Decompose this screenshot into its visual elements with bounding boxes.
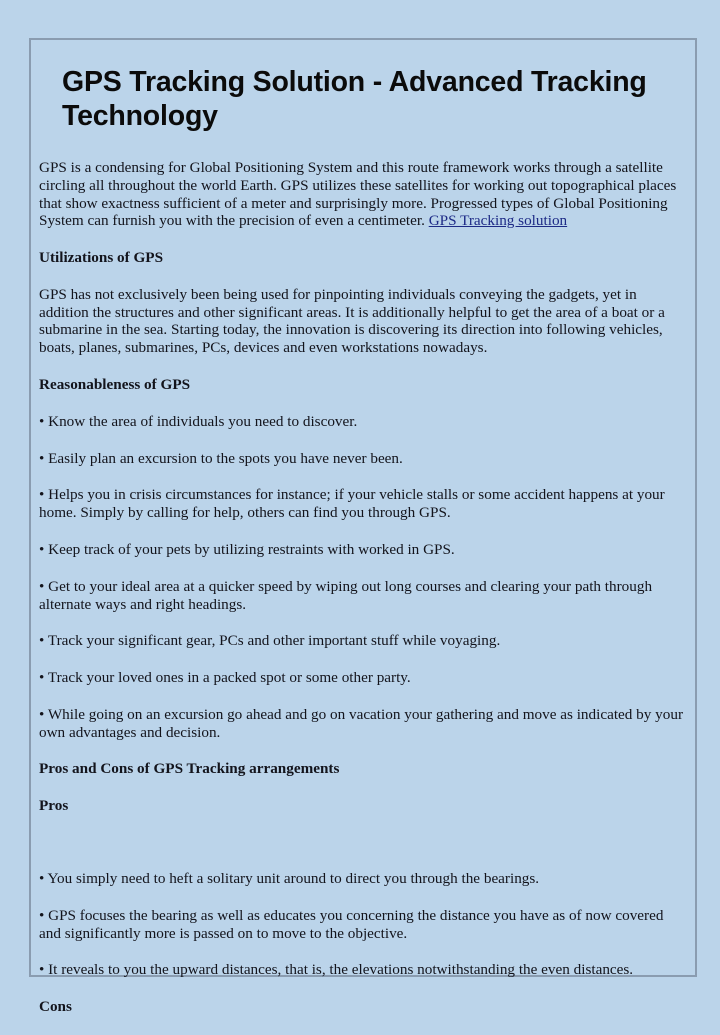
document-page-surface (31, 40, 695, 1016)
section-heading: Reasonableness of GPS (39, 376, 191, 394)
section-heading: Pros and Cons of GPS Tracking arrangements (39, 760, 340, 778)
bullet-item: • Track your loved ones in a packed spot or some other party. (39, 669, 411, 687)
document-content (36, 44, 690, 1035)
body-paragraph: GPS has not exclusively been being used for pinpointing individuals conveying the gadgets, yet in addition the structures and other significant areas. It is additionally helpful to get the area of a boat or a submarine in the sea. Starting today, the innovation is discovering its direction into following vehicles, boats, planes, submarines, PCs, devices and even workstations nowadays. (39, 285, 665, 357)
bullet-item: • While going on an excursion go ahead and go on vacation your gathering and move as indicated by your own advantages and decision. (39, 705, 684, 741)
bullet-item: • It reveals to you the upward distances, that is, the elevations notwithstanding the even distances. (39, 961, 634, 979)
bullet-item: • GPS focuses the bearing as well as educates you concerning the distance you have as of now covered and significantly more is passed on to move to the objective. (39, 906, 664, 942)
bullet-item: • Track your significant gear, PCs and other important stuff while voyaging. (39, 632, 501, 650)
document-body (36, 159, 690, 1016)
bullet-item: • Keep track of your pets by utilizing restraints with worked in GPS. (39, 540, 455, 558)
section-heading: Cons (39, 998, 72, 1016)
bullet-item: • Helps you in crisis circumstances for instance; if your vehicle stalls or some accident happens at your home. Simply by calling for help, others can find you through GPS. (39, 486, 665, 522)
section-heading: Pros (39, 797, 69, 815)
bullet-item: • Know the area of individuals you need to discover. (39, 412, 358, 430)
page-title: GPS Tracking Solution - Advanced Tracking Technology (62, 66, 647, 132)
bullet-item: • Easily plan an excursion to the spots you have never been. (39, 449, 403, 467)
bullet-item: • Get to your ideal area at a quicker speed by wiping out long courses and clearing your path through alternate ways and right headings. (39, 577, 653, 613)
document-page-frame (29, 38, 697, 1016)
paragraph-text: GPS is a condensing for Global Positioning System and this route framework works through a satellite circling all throughout the world Earth. GPS utilizes these satellites for working out topographical places that show exactness sufficient of a meter and surprisingly more. Progressed types of Global Positioning System can furnish you with the precision of even a centimeter. (39, 159, 677, 230)
gps-tracking-solution-link[interactable]: GPS Tracking solution (428, 212, 568, 230)
body-paragraph (39, 159, 685, 230)
section-heading: Utilizations of GPS (39, 249, 164, 267)
bullet-item: • You simply need to heft a solitary unit around to direct you through the bearings. (39, 869, 540, 887)
